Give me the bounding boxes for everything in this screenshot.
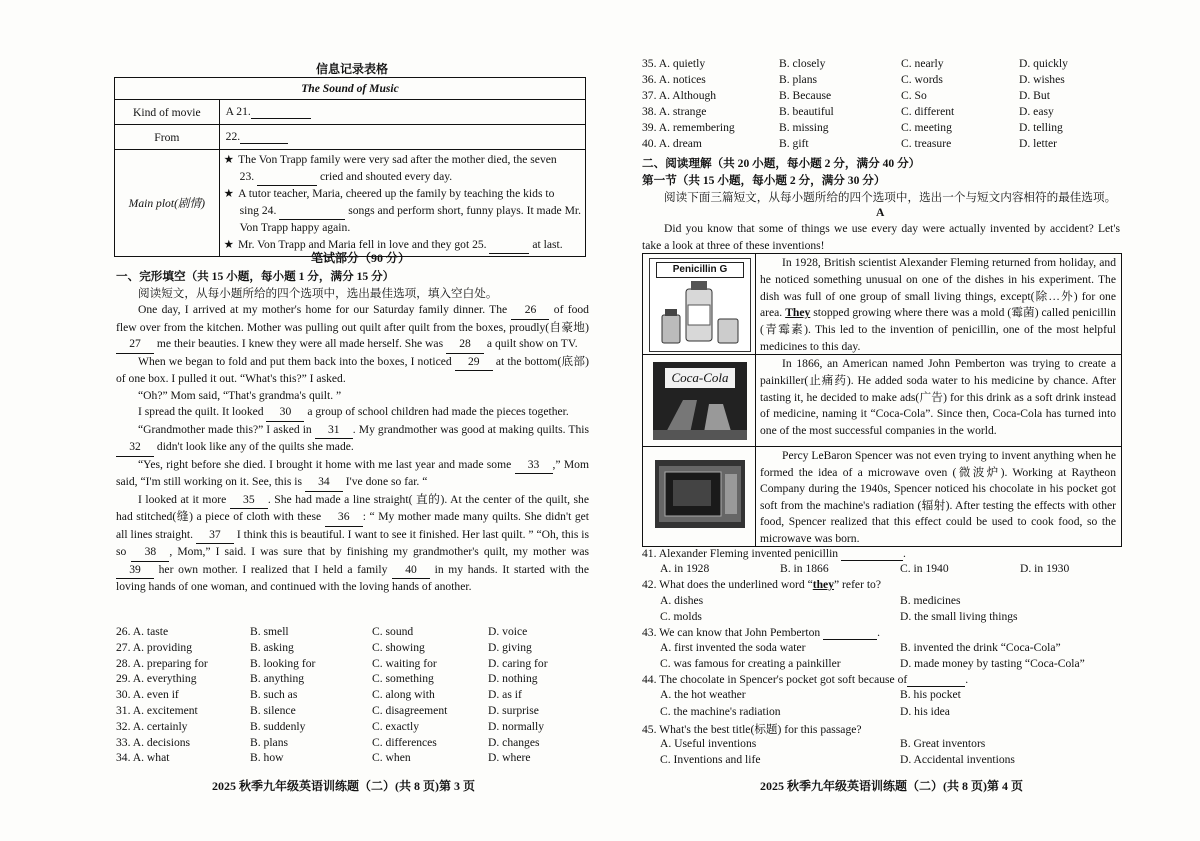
option-item: B. asking [250,640,294,654]
blank-33: 33 [515,457,553,475]
plot-line-1: ★ The Von Trapp family were very sad after the mother died, the seven [224,152,581,169]
option-item: D. made money by tasting “Coca-Cola” [900,657,1085,670]
coca-cola-logo: Coca-Cola [665,368,735,388]
bottles-icon [653,390,747,440]
plot-line-2c: Von Trapp happy again. [239,221,351,234]
option-item: C. waiting for [372,656,437,670]
option-item: B. beautiful [779,105,834,118]
cloze-paragraph: I spread the quilt. It looked 30 a group of school children had made the pieces together. [116,404,589,422]
option-item: A. in 1928 [660,562,710,575]
option-item: 28. A. preparing for [116,656,208,670]
question-41: 41. Alexander Fleming invented penicillin . [642,547,906,560]
blank-39: 39 [116,562,154,580]
part1-instructions: 阅读下面三篇短文，从每小题所给的四个选项中，选出一个与短文内容相符的最佳选项。 [664,191,1117,204]
option-item: C. nearly [901,57,944,70]
option-item: D. where [488,751,531,765]
option-item: 31. A. excitement [116,704,198,717]
blank-26: 26 [511,302,549,320]
page-footer-4: 2025 秋季九年级英语训练题（二）(共 8 页)第 4 页 [760,779,1023,793]
blank-29: 29 [455,354,493,372]
option-item: D. easy [1019,105,1054,118]
cloze-instructions: 阅读短文，从每小题所给的四个选项中，选出最佳选项，填入空白处。 [138,287,498,300]
option-item: 30. A. even if [116,688,179,702]
option-item: C. molds [660,610,702,623]
option-item: 26. A. taste [116,625,169,638]
option-item: C. So [901,89,927,102]
option-item: 32. A. certainly [116,719,188,733]
option-item: 33. A. decisions [116,735,191,749]
coca-cola-image [653,362,747,440]
info-record-table [114,77,586,257]
option-item: D. surprise [488,704,539,717]
blank-38: 38 [131,544,169,562]
plot-label: Main plot(剧情) [115,150,220,257]
option-item: D. telling [1019,121,1063,134]
option-item: 38. A. strange [642,105,707,118]
penicillin-vials-icon [650,279,750,351]
option-item: D. Accidental inventions [900,753,1015,766]
option-item: B. Because [779,89,832,102]
right-page [600,0,1200,841]
question-45: 45. What's the best title(标题) for this passage? [642,723,862,736]
kind-label: Kind of movie [115,100,220,125]
kind-value-cell [219,100,585,125]
option-item: B. anything [250,672,305,686]
option-item: B. plans [779,73,818,86]
reading-heading: 二、阅读理解（共 20 小题，每小题 2 分，满分 40 分） [642,157,921,170]
plot-line-2: ★ A tutor teacher, Maria, cheered up the family by teaching the kids to [224,186,581,203]
option-item: C. something [372,672,434,686]
penicillin-image [649,258,751,352]
cloze-paragraph: When we began to fold and put them back into the boxes, I noticed 29 at the bottom(底部) of one box. I pulled it out. “What's this?” I asked. [116,354,589,385]
option-item: 29. A. everything [116,672,197,686]
passage-letter: A [876,206,885,219]
option-item: D. his idea [900,705,950,718]
option-item: A. the hot weather [660,688,746,701]
blank-36: 36 [325,509,363,527]
option-item: C. in 1940 [900,562,949,575]
option-item: D. giving [488,640,532,654]
option-item: C. the machine's radiation [660,705,781,718]
option-item: 36. A. notices [642,73,706,86]
option-item: 35. A. quietly [642,57,706,70]
cloze-paragraph: I looked at it more 35 . She had made a line straight( 直的). At the center of the quilt, she had stitched(缝) a piece of cloth with these 36 : “ My mother made many quilts. She didn't get all lines straight. 37 I think this is beautiful. I want to see it finished. Her last quilt. ” “Oh, this is so 38 , Mom,” I said. I was sure that by finishing my grandmother's quilt, my mother was 39 her own mother. I realized that I held a family 40 in my hands. It started with the loving hands of one woman, and continued with the loving hands of another. [116,492,590,593]
option-item: B. in 1866 [780,562,829,575]
option-item: C. Inventions and life [660,753,761,766]
option-item: A. dishes [660,594,704,607]
from-value: 22. [225,130,241,143]
option-item: C. different [901,105,955,118]
option-item: B. closely [779,57,826,70]
from-label: From [115,125,220,150]
blank-35: 35 [230,492,268,510]
option-item: 39. A. remembering [642,121,735,134]
option-item: B. invented the drink “Coca-Cola” [900,641,1061,654]
plot-cell [219,150,585,257]
option-item: D. But [1019,89,1050,102]
cloze-paragraph: “Grandmother made this?” I asked in 31 . My grandmother was good at making quilts. This 32 didn't look like any of the quilts she made. [116,422,589,457]
option-item: D. letter [1019,137,1057,150]
blank-28: 28 [446,336,484,354]
option-item: B. how [250,751,284,765]
cloze-paragraph: “Yes, right before she died. I brought it home with me last year and made some 33 ,” Mom said, “I'm still working on it. See, this is 34 I've done so far. “ [116,457,589,492]
microwave-image [655,460,745,528]
blank-30: 30 [266,404,304,422]
underlined-word-they: They [785,306,811,320]
info-table-title: 信息记录表格 [316,62,389,76]
option-item: C. sound [372,625,414,638]
written-part-heading: 笔试部分（90 分） [311,251,411,265]
blank-34: 34 [305,474,343,492]
option-item: D. the small living things [900,610,1018,623]
from-value-cell [219,125,585,150]
option-item: B. plans [250,735,289,749]
part1-heading: 第一节（共 15 小题，每小题 2 分，满分 30 分） [642,174,886,187]
kind-value: A 21. [225,105,251,118]
page-footer-3: 2025 秋季九年级英语训练题（二）(共 8 页)第 3 页 [212,779,475,793]
coca-cola-text: In 1866, an American named John Pemberton was trying to create a painkiller(止痛药). He added soda water to his medicine by chance. After tasting it, he decided to make ads(广告) for this drink as a soft drink instead of medicine, naming it “Coca-Cola”. Since then, Coca-Cola has turned into one of the most successful companies in the world. [760,357,1116,438]
microwave-oven-icon [655,460,745,528]
cloze-heading: 一、完形填空（共 15 小题，每小题 1 分，满分 15 分） [116,270,395,283]
option-item: C. treasure [901,137,952,150]
penicillin-text: In 1928, British scientist Alexander Fleming returned from holiday, and he noticed something unusual on one of the dishes in his experiment. The dish was full of one group of small living things, except(除…外) for one area. They stopped growing where there was a mold (霉菌) called penicillin (青霉素). This led to the invention of penicillin, one of the most helpful medicines to this day. [760,256,1116,353]
option-item: C. differences [372,735,437,749]
option-item: B. suddenly [250,719,306,733]
option-item: 37. A. Although [642,89,717,102]
option-item: D. wishes [1019,73,1065,86]
option-item: C. along with [372,688,435,702]
option-item: D. as if [488,688,522,702]
option-item: C. meeting [901,121,952,134]
option-item: B. silence [250,704,296,717]
cloze-paragraph: “Oh?” Mom said, “That's grandma's quilt. ” [138,388,342,402]
blank-27: 27 [116,336,154,354]
option-item: A. first invented the soda water [660,641,806,654]
inventions-table [642,253,1122,547]
option-item: D. changes [488,735,540,749]
option-item: C. was famous for creating a painkiller [660,657,841,670]
blank-32: 32 [116,439,154,457]
option-item: C. when [372,751,411,765]
passage-intro: Did you know that some of things we use every day were actually invented by accident? Let's take a look at three of these inventions! [642,222,1120,252]
option-item: B. such as [250,688,298,702]
option-item: C. showing [372,640,425,654]
blank-37: 37 [196,527,234,545]
option-item: B. Great inventors [900,737,986,750]
cloze-passage [116,302,589,596]
option-item: D. nothing [488,672,538,686]
option-item: D. normally [488,719,545,733]
cloze-paragraph: One day, I arrived at my mother's home for our Saturday family dinner. The 26 of food flew over from the kitchen. Mother was pulling out quilt after quilt from the boxes, proudly(自豪地) 27 me their beauties. I knew they were all made herself. She was 28 a quilt show on TV. [116,302,589,354]
option-item: 34. A. what [116,751,170,765]
option-item: B. his pocket [900,688,961,701]
blank-31: 31 [315,422,353,440]
option-item: D. in 1930 [1020,562,1070,575]
option-item: B. medicines [900,594,961,607]
question-44: 44. The chocolate in Spencer's pocket got soft because of . [642,673,969,686]
question-42: 42. What does the underlined word “they” refer to? [642,578,881,591]
option-item: A. Useful inventions [660,737,757,750]
option-item: C. words [901,73,943,86]
penicillin-label: Penicillin G [656,262,744,278]
blank-40: 40 [392,562,430,580]
option-item: B. looking for [250,656,316,670]
movie-title: The Sound of Music [115,78,586,100]
option-item: C. exactly [372,719,420,733]
option-item: C. disagreement [372,704,448,717]
option-item: B. gift [779,137,809,150]
option-item: 40. A. dream [642,137,702,150]
plot-line-3: ★ Mr. Von Trapp and Maria fell in love and they got 25. at last. [224,237,581,255]
plot-line-2b: sing 24. songs and perform short, funny plays. It made Mr. [224,203,581,221]
option-item: B. missing [779,121,829,134]
microwave-text: Percy LeBaron Spencer was not even trying to invent anything when he formed the idea of a microwave oven (微波炉). Working at Raytheon Company during the 1940s, Spencer noticed his chocolate in his pocket got soft from the machine's radiation (辐射). After testing the effects with other food, Spencer realized that this effect could be used to cook food, so the microwave was born. [760,449,1116,545]
option-item: B. smell [250,625,289,638]
question-43: 43. We can know that John Pemberton . [642,626,881,639]
option-item: D. caring for [488,656,548,670]
option-item: D. quickly [1019,57,1068,70]
plot-line-1b: 23. cried and shouted every day. [224,169,581,187]
option-item: 27. A. providing [116,640,193,654]
option-item: D. voice [488,625,528,638]
